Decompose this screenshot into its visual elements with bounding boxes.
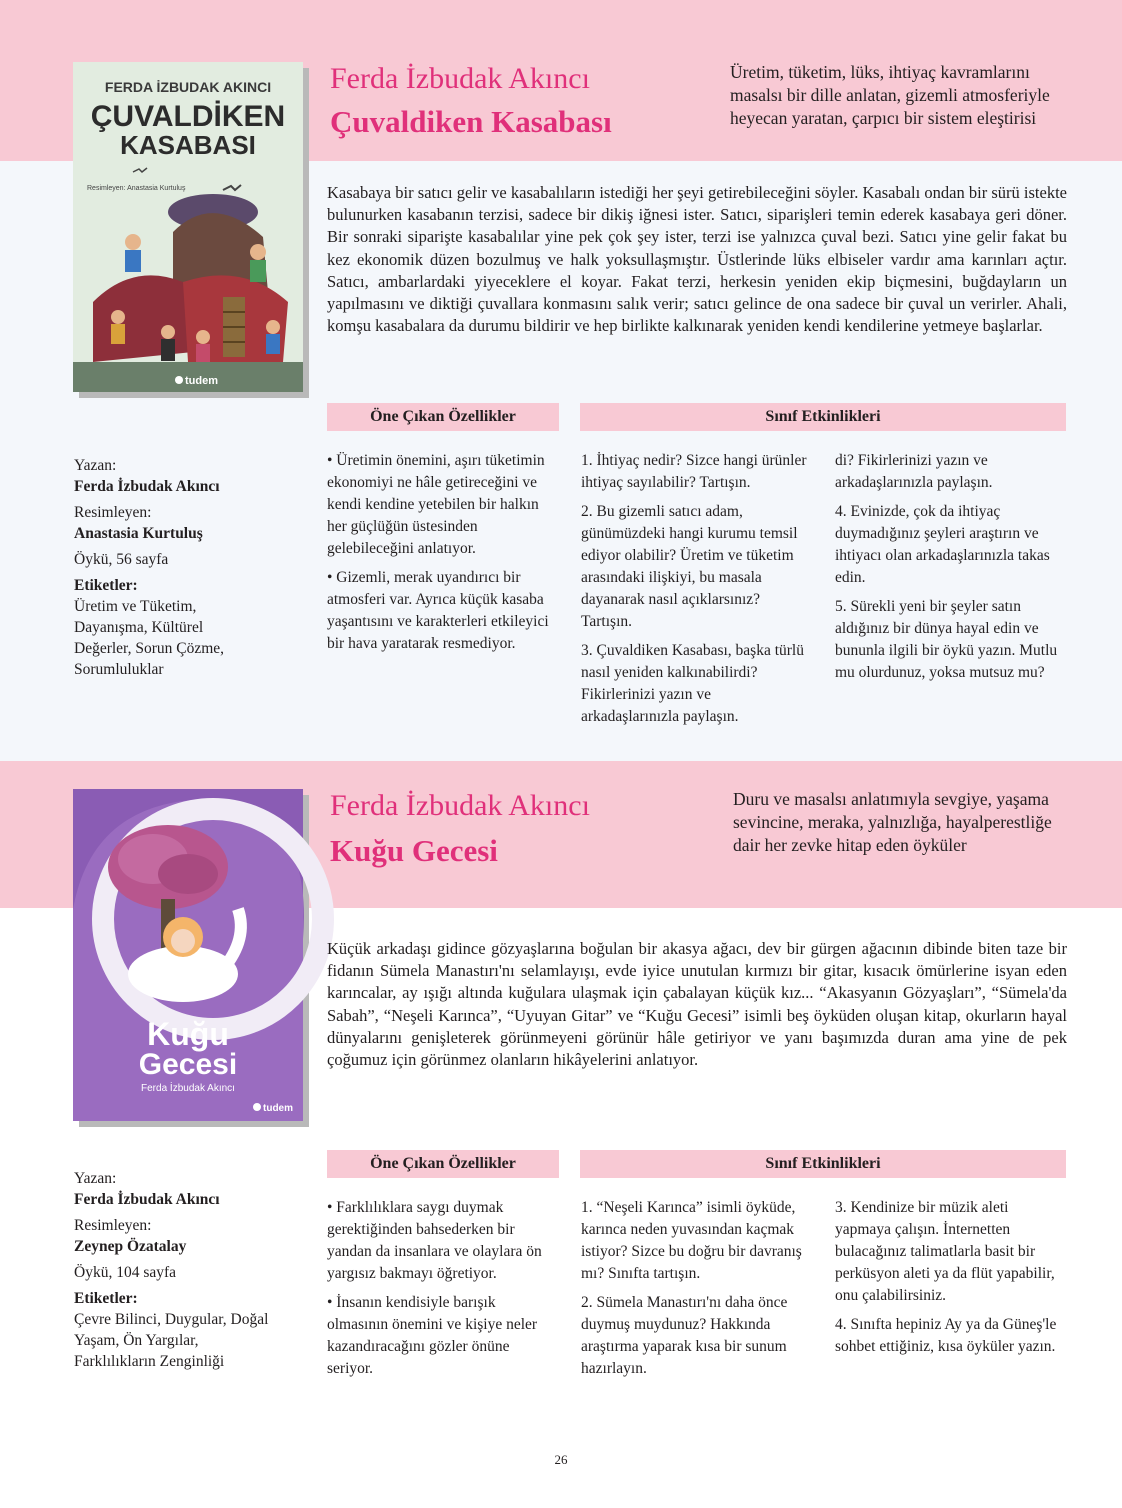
- book1-cover-author: FERDA İZBUDAK AKINCI: [104, 79, 272, 95]
- book1-activities-col2: [835, 450, 1065, 691]
- book1-feature-item: • Gizemli, merak uyandırıcı bir atmosferi var. Ayrıca küçük kasaba yaşantısını ve karakterleri etkileyici bir hava yaratarak resmediyor.: [327, 569, 549, 652]
- book2-feature-item: • Farklılıklara saygı duymak gerektiğinden bahsederken bir yandan da insanlara ve olaylara ön yargısız bakmayı öğretiyor.: [327, 1199, 542, 1282]
- book1-cover-title-2: KASABASI: [120, 130, 256, 160]
- book1-activities-col1: [581, 450, 811, 725]
- book1-illustrator-label: Resimleyen:: [74, 504, 152, 521]
- book1-features: [327, 450, 559, 662]
- book2-author-name: Ferda İzbudak Akıncı: [74, 1191, 220, 1208]
- book2-feature-item: • İnsanın kendisiyle barışık olmasının önemini ve kişiye neler kazandıracağını gözler önüne seriyor.: [327, 1294, 538, 1377]
- book2-activity-item: 3. Kendinize bir müzik aleti yapmaya çalışın. İnternetten bulacağınız talimatlarla basit bir perküsyon aleti ya da flüt yapabilir, onu çalabilirsiniz.: [835, 1199, 1055, 1304]
- book1-feature-item: • Üretimin önemini, aşırı tüketimin ekonomiyi ne hâle getireceğini ve kendi kendine yetebilen bir halkın her güçlüğün üstesinden gelebileceğini anlatıyor.: [327, 452, 545, 557]
- book2-tagline: Duru ve masalsı anlatımıyla sevgiye, yaşama sevincine, meraka, yalnızlığa, hayalperestliğe dair her zevke hitap eden öyküler: [733, 789, 1052, 855]
- book1-cover-illustrator: Resimleyen: Anastasia Kurtuluş: [87, 185, 186, 192]
- publisher-logo-icon: [175, 376, 183, 384]
- book1-activity-item: 1. İhtiyaç nedir? Sizce hangi ürünler ihtiyaç sayılabilir? Tartışın.: [581, 452, 807, 491]
- book1-activity-continuation: di? Fikirlerinizi yazın ve arkadaşlarınızla paylaşın.: [835, 452, 993, 491]
- book2-author-heading: Ferda İzbudak Akıncı: [330, 789, 590, 822]
- book2-activity-item: 2. Sümela Manastırı'nı daha önce duymuş muydunuz? Hakkında araştırma yaparak kısa bir sunum hazırlayın.: [581, 1294, 788, 1377]
- book1-activity-item: 5. Sürekli yeni bir şeyler satın aldığınız bir dünya hayal edin ve bununla ilgili bir öykü yazın. Mutlu mu olurdunuz, yoksa mutsuz mu?: [835, 598, 1058, 681]
- book2-tags: Çevre Bilinci, Duygular, Doğal Yaşam, Ön Yargılar, Farklılıkların Zenginliği: [74, 1311, 269, 1370]
- publisher-logo-icon: [253, 1103, 261, 1111]
- book1-activities-heading: Sınıf Etkinlikleri: [580, 403, 1066, 431]
- book1-activity-item: 3. Çuvaldiken Kasabası, başka türlü nasıl yeniden kalkınabilirdi? Fikirlerinizi yazın ve arkadaşlarınızla paylaşın.: [581, 642, 804, 725]
- book2-cover-title-1: Kuğu: [147, 1016, 229, 1052]
- book2-cover-publisher: tudem: [263, 1103, 293, 1114]
- book2-summary: Küçük arkadaşı gidince gözyaşlarına boğulan bir akasya ağacı, dev bir gürgen ağacının dibinde biten taze bir fidanın Sümela Manastırı'nı selamlayışı, evde iyice unutulan kırmızı bir gitar, kısacık ömürlerine isyan eden karıncalar, ay ışığı altında kuğulara ulaşmak için çabalayan küçük kız... “Akasyanın Gözyaşları”, “Sümela'da Sabah”, “Neşeli Karınca”, “Uyuyan Gitar” ve “Kuğu Gecesi” isimli beş öyküden oluşan kitap, okurların hayal dünyalarını genişleterek görünmeyeni görünür hâle getiriyor ve yanı başımızda duran ama yine de pek çoğumuz için görünmez olanların hikâyelerini anlatıyor.: [327, 939, 1067, 1070]
- book2-activities-col1: [581, 1197, 813, 1387]
- book1-tagline: Üretim, tüketim, lüks, ihtiyaç kavramlarını masalsı bir dille anlatan, gizemli atmosferiyle heyecan yaratan, çarpıcı bir sistem eleştirisi: [730, 62, 1050, 128]
- book1-meta: [74, 455, 304, 680]
- book1-illustrator-name: Anastasia Kurtuluş: [74, 525, 203, 542]
- book2-features-heading: Öne Çıkan Özellikler: [327, 1150, 559, 1178]
- book2-title-heading: Kuğu Gecesi: [330, 833, 498, 868]
- book1-summary: Kasabaya bir satıcı gelir ve kasabalıların istediği her şeyi getirebileceğini söyler. Kasabalı ondan bir sürü istekte bulunurken kasabanın terzisi, sadece bir dikiş iğnesi ister. Satıcı, siparişleri temin ederek kasabaya geri döner. Bir sonraki siparişte kasabalılar yine pek çok şey ister, terzi ise yalnızca çuval bezi. Satıcı yine gelir fakat bu kez ekonomik düzen bozulmuş ve halk yoksullaşmıştır. Üstlerinde lüks elbiseler vardır ama karınları açtır. Satıcı, ambarlardaki yiyeceklere el koyar. Fakat terzi, herkesin yeniden ekip biçmesini, buğdayların un yapılmasını ve diktiği çuvallara konmasını salık verir; satıcı gelince de ona sadece bir çuval un verirler. Ahali, komşu kasabalara da durumu bildirir ve hep birlikte kalkınarak yeniden kendi kendilerine yetmeye başlarlar.: [327, 183, 1067, 336]
- book2-cover-title-2: Gecesi: [138, 1048, 238, 1081]
- book1-cover-title-1: ÇUVALDİKEN: [90, 100, 286, 133]
- book2-features: [327, 1197, 559, 1387]
- book2-author-label: Yazan:: [74, 1170, 117, 1187]
- book1-title-heading: Çuvaldiken Kasabası: [330, 104, 612, 139]
- book1-cover-publisher: tudem: [185, 375, 218, 387]
- book1-tags: Üretim ve Tüketim, Dayanışma, Kültürel Değerler, Sorun Çözme, Sorumluluklar: [74, 598, 225, 678]
- book1-activity-item: 2. Bu gizemli satıcı adam, günümüzdeki hangi kurumu temsil ediyor olabilir? Üretim ve tüketim arasındaki ilişkiyi, bu masala dayanarak nasıl açıklarsınız? Tartışın.: [581, 503, 798, 630]
- book2-activity-item: 1. “Neşeli Karınca” isimli öyküde, karınca neden yuvasından kaçmak istiyor? Sizce bu doğru bir davranış mı? Sınıfta tartışın.: [581, 1199, 802, 1282]
- book1-author-label: Yazan:: [74, 457, 117, 474]
- book2-illustrator-label: Resimleyen:: [74, 1217, 152, 1234]
- book1-author-name: Ferda İzbudak Akıncı: [74, 478, 220, 495]
- book2-activities-heading: Sınıf Etkinlikleri: [580, 1150, 1066, 1178]
- book2-genre: Öykü, 104 sayfa: [74, 1264, 177, 1281]
- book2-cover-art: [73, 789, 303, 1121]
- book1-tags-label: Etiketler:: [74, 577, 138, 594]
- book1-features-heading: Öne Çıkan Özellikler: [327, 403, 559, 431]
- book1-cover: [73, 62, 303, 392]
- book2-activity-item: 4. Sınıfta hepiniz Ay ya da Güneş'le sohbet ettiğiniz, kısa öyküler yazın.: [835, 1316, 1057, 1355]
- book1-genre: Öykü, 56 sayfa: [74, 551, 169, 568]
- book2-illustrator-name: Zeynep Özatalay: [74, 1238, 187, 1255]
- book2-meta: [74, 1168, 304, 1372]
- book1-cover-art: [73, 62, 303, 392]
- book2-cover-author: Ferda İzbudak Akıncı: [141, 1083, 235, 1094]
- page-number: 26: [554, 1452, 568, 1467]
- book1-author-heading: Ferda İzbudak Akıncı: [330, 62, 590, 95]
- book2-activities-col2: [835, 1197, 1067, 1365]
- book2-cover: [73, 789, 303, 1121]
- book1-activity-item: 4. Evinizde, çok da ihtiyaç duymadığınız şeyleri araştırın ve ihtiyacı olan arkadaşlarınızla takas edin.: [835, 503, 1050, 586]
- book2-tags-label: Etiketler:: [74, 1290, 138, 1307]
